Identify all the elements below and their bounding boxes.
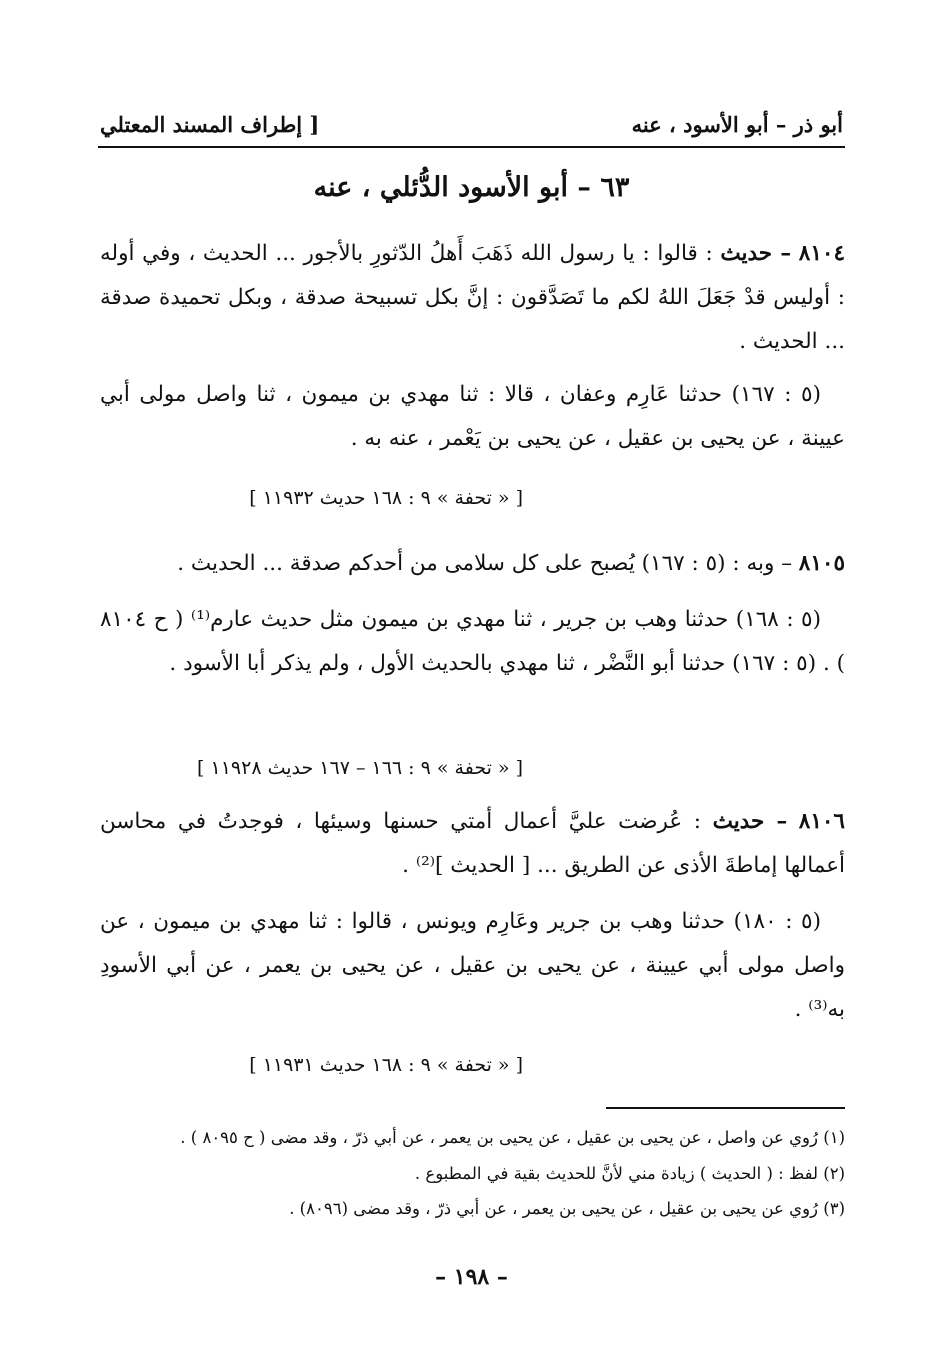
hadith-text: : عُرضت عليَّ أعمال أمتي حسنها وسيئها ، فوجدتُ في محاسن أعمالها إماطةَ الأذى عن الطريق ... [ الحديث ]⁽²⁾ . bbox=[100, 809, 845, 878]
hadith-number: ٨١٠٦ bbox=[798, 809, 845, 834]
footnote-1: (١) رُوي عن واصل ، عن يحيى بن عقيل ، عن يحيى بن يعمر ، عن أبي ذرّ ، وقد مضى ( ح ٨٠٩٥ ) . bbox=[180, 1128, 845, 1147]
tuhfa-reference-8106: [ « تحفة » ٩ : ١٦٨ حديث ١١٩٣١ ] bbox=[249, 1054, 523, 1076]
page-number: – ١٩٨ – bbox=[435, 1264, 508, 1290]
running-header-section: أبو ذر – أبو الأسود ، عنه bbox=[631, 112, 843, 137]
hadith-entry-8106: ٨١٠٦ – حديث : عُرضت عليَّ أعمال أمتي حسنها وسيئها ، فوجدتُ في محاسن أعمالها إماطةَ الأذى عن الطريق ... [ الحديث ]⁽²⁾ . bbox=[100, 809, 845, 878]
isnad-8106: (٥ : ١٨٠) حدثنا وهب بن جرير وعَارِم ويونس ، قالوا : ثنا مهدي بن ميمون ، عن واصل مولى أبي عيينة ، عن يحيى بن عقيل ، عن يحيى بن يعمر ، عن أبي الأسودِ به⁽³⁾ . bbox=[100, 909, 845, 1022]
hadith-number: ٨١٠٥ bbox=[798, 551, 845, 576]
hadith-entry-8105 bbox=[100, 542, 845, 586]
isnad-8104: (٥ : ١٦٧) حدثنا عَارِم وعفان ، قالا : ثنا مهدي بن ميمون ، ثنا واصل مولى أبي عيينة ، عن يحيى بن عقيل ، عن يحيى بن يَعْمر ، عنه به . bbox=[100, 382, 845, 451]
footnote-2: (٢) لفظ : ( الحديث ) زيادة مني لأنَّ للحديث بقية في المطبوع . bbox=[414, 1164, 845, 1183]
chapter-title: ٦٣ – أبو الأسود الدُّئلي ، عنه bbox=[313, 172, 630, 203]
isnad-8105: (٥ : ١٦٨) حدثنا وهب بن جرير ، ثنا مهدي بن ميمون مثل حديث عارم⁽¹⁾ ( ح ٨١٠٤ ) . (٥ : ١٦٧) حدثنا أبو النَّضْر ، ثنا مهدي بالحديث الأول ، ولم يذكر أبا الأسود . bbox=[100, 607, 845, 676]
hadith-number: ٨١٠٤ bbox=[798, 241, 845, 266]
header-divider bbox=[98, 146, 845, 148]
footnote-3: (٣) رُوي عن يحيى بن عقيل ، عن يحيى بن يعمر ، عن أبي ذرّ ، وقد مضى (٨٠٩٦) . bbox=[289, 1199, 845, 1218]
hadith-text: : قالوا : يا رسول الله ذَهَبَ أَهلُ الدّثورِ بالأجور ... الحديث ، وفي أوله : أوليس قدْ جَعَلَ اللهُ لكم ما تَصَدَّقون : إنَّ بكل تسبيحة صدقة ، وبكل تحميدة صدقة ... الحديث . bbox=[100, 241, 845, 354]
running-header-book-title: [ إطراف المسند المعتلي bbox=[100, 112, 320, 137]
tuhfa-reference-8104: [ « تحفة » ٩ : ١٦٨ حديث ١١٩٣٢ ] bbox=[249, 487, 523, 509]
hadith-label: حديث bbox=[712, 809, 765, 834]
hadith-entry-8104: ٨١٠٤ – حديث : قالوا : يا رسول الله ذَهَبَ أَهلُ الدّثورِ بالأجور ... الحديث ، وفي أوله : أوليس قدْ جَعَلَ اللهُ لكم ما تَصَدَّقون : إنَّ بكل تسبيحة صدقة ، وبكل تحميدة صدقة ... الحديث . bbox=[100, 241, 845, 354]
hadith-text: – وبه : (٥ : ١٦٧) يُصبح على كل سلامى من أحدكم صدقة ... الحديث . bbox=[177, 551, 792, 576]
tuhfa-reference-8105: [ « تحفة » ٩ : ١٦٦ – ١٦٧ حديث ١١٩٢٨ ] bbox=[197, 757, 523, 779]
hadith-label: حديث bbox=[720, 241, 773, 266]
footnote-divider bbox=[606, 1107, 845, 1109]
